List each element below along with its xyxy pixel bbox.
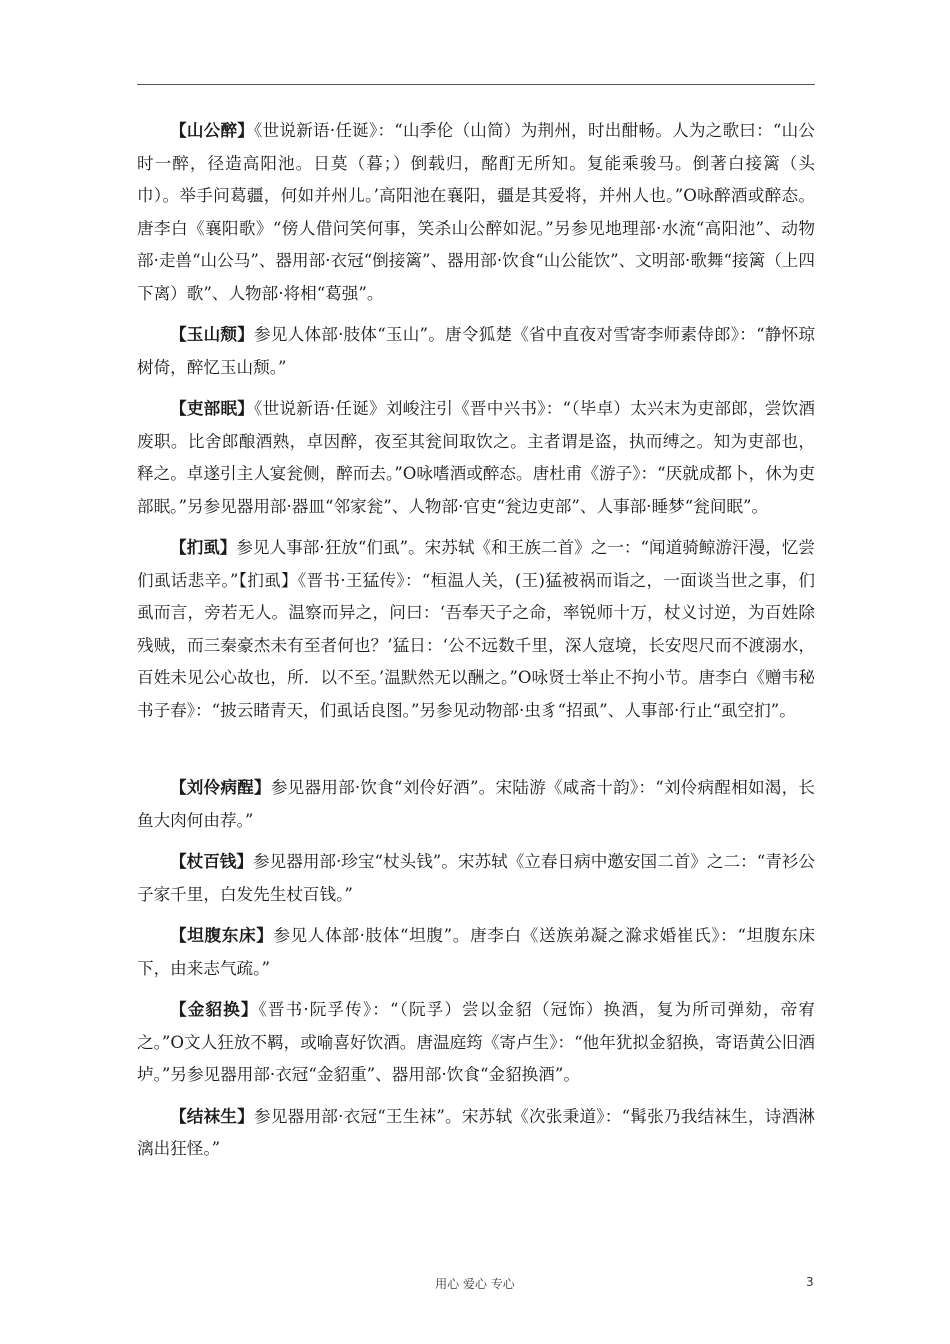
entry-text: 参见人体部·肢体“坦腹”。唐李白《送族弟凝之滁求婚崔氏》：“坦腹东床下，由来志气疏。” bbox=[137, 926, 815, 978]
entry-li-bu-mian bbox=[137, 392, 815, 523]
page-number: 3 bbox=[806, 1275, 814, 1289]
footer-motto: 用心 爱心 专心 bbox=[435, 1277, 515, 1291]
header-rule bbox=[137, 84, 815, 85]
entry-jie-wa-sheng bbox=[137, 1100, 815, 1166]
entry-liu-ling-bing-cheng bbox=[137, 771, 815, 837]
entry-text: 参见人体部·肢体“玉山”。唐令狐楚《省中直夜对雪寄李师素侍郎》：“静怀琼树倚，醉忆玉山颓。” bbox=[137, 325, 815, 377]
entry-headword: 【扪虱】 bbox=[170, 537, 237, 557]
entry-headword: 【刘伶病酲】 bbox=[170, 777, 271, 797]
entry-tan-fu-dong-chuang bbox=[137, 919, 815, 985]
document-body bbox=[137, 114, 815, 1174]
entry-text: 参见器用部·珍宝“杖头钱”。宋苏轼《立春日病中邀安国二首》之二：“青衫公子家千里，白发先生杖百钱。” bbox=[137, 852, 815, 904]
entry-headword: 【杖百钱】 bbox=[170, 851, 254, 871]
entry-text: 《晋书·阮孚传》：“（阮孚）尝以金貂（冠饰）换酒，复为所司弹劾，帝宥之。”O文人狂放不羁，或喻喜好饮酒。唐温庭筠《寄卢生》：“他年犹拟金貂换，寄语黄公旧酒垆。”另参见器用部·衣冠“金貂重”、器用部·饮食“金貂换酒”。 bbox=[137, 1000, 816, 1084]
entry-men-shi bbox=[137, 531, 815, 727]
entry-jin-diao-huan bbox=[137, 993, 815, 1092]
entry-text: 参见人事部·狂放“们虱”。宋苏轼《和王族二首》之一：“闻道骑鲸游汗漫，忆尝们虱话悲辛。”【扪虱】《晋书·王猛传》：“桓温人关，(王)猛被祸而诣之，一面谈当世之事，们虱而言，旁若无人。温察而异之，问曰：‘吾奉天子之命，率锐师十万，杖义讨逆，为百姓除残贼，而三秦豪杰未有至者何也？’猛日：‘公不远数千里，深人寇境，长安咫尺而不渡溺水，百姓未见公心故也，所．以不至。’温默然无以酬之。”O咏贤士举止不拘小节。唐李白《赠韦秘书子春》：“披云睹青天，们虱话良图。”另参见动物部·虫豸“招虱”、人事部·行止“虱空扪”。 bbox=[137, 538, 816, 720]
entry-headword: 【山公醉】 bbox=[170, 120, 255, 140]
entry-headword: 【结袜生】 bbox=[170, 1105, 255, 1126]
entry-headword: 【玉山颓】 bbox=[170, 324, 255, 344]
entry-yu-shan-tui bbox=[137, 318, 815, 384]
entry-shan-gong-zui bbox=[137, 114, 815, 310]
entry-text: 参见器用部·衣冠“王生袜”。宋苏轼《次张秉道》：“髯张乃我结袜生，诗酒淋漓出狂怪。” bbox=[137, 1106, 815, 1158]
entry-headword: 【金貂换】 bbox=[170, 999, 259, 1019]
entry-headword: 【吏部眠】 bbox=[170, 398, 255, 418]
entry-headword: 【坦腹东床】 bbox=[170, 925, 274, 945]
entry-text: 参见器用部·饮食“刘伶好酒”。宋陆游《咸斋十韵》：“刘伶病酲相如渴，长鱼大肉何由荐。” bbox=[137, 778, 815, 830]
entry-text: 《世说新语·任诞》：“山季伦（山简）为荆州，时出酣畅。人为之歌曰：“山公时一醉，径造高阳池。日莫（暮；）倒载归，酩酊无所知。复能乘骏马。倒著白接篱（头巾）。举手问葛疆，何如并州儿。’高阳池在襄阳，疆是其爱将，并州人也。”O咏醉酒或醉态。唐李白《襄阳歌》“傍人借问笑何事，笑杀山公醉如泥。”另参见地理部·水流“高阳池”、动物部·走兽“山公马”、器用部·衣冠“倒接篱”、器用部·饮食“山公能饮”、文明部·歌舞“接篱（上四下离）歌”、人物部·将相“葛强”。 bbox=[137, 121, 816, 303]
entry-text: 《世说新语·任诞》刘峻注引《晋中兴书》：“（毕卓）太兴末为吏部郎，尝饮酒废职。比舍郎酿酒熟，卓因醉，夜至其瓮间取饮之。主者谓是盗，执而缚之。知为吏部也，释之。卓遂引主人宴瓮侧，醉而去。”O咏嗜酒或醉态。唐杜甫《游子》：“厌就成都卜，休为吏部眠。”另参见器用部·器皿“邻家瓮”、人物部·官吏“瓮边吏部”、人事部·睡梦“瓮间眠”。 bbox=[137, 399, 815, 516]
entry-zhang-bai-qian bbox=[137, 845, 815, 911]
